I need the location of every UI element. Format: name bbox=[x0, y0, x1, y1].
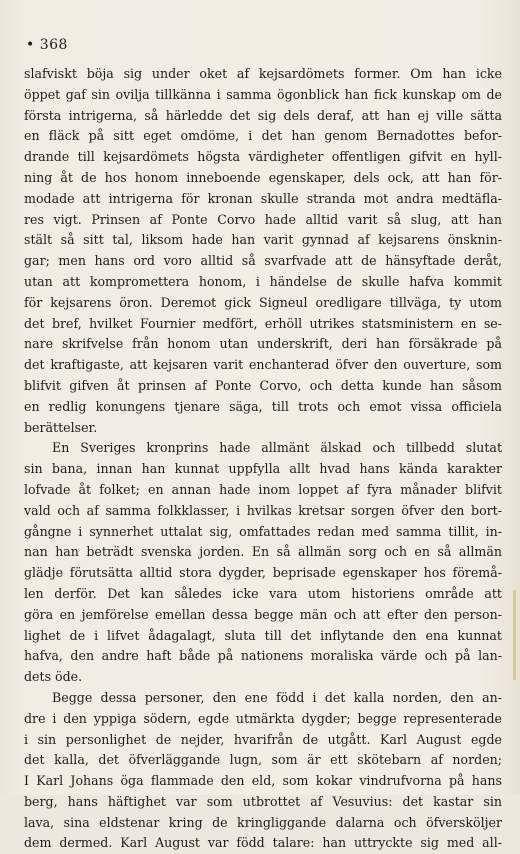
text-line: lava, sina eldstenar kring de kringliggande dalarna och öfversköljer bbox=[24, 814, 502, 830]
text-line: gångne i synnerhet uttalat sig, omfattades redan med samma tillit, in- bbox=[24, 523, 502, 539]
text-line: slafviskt böja sig under oket af kejsardömets former. Om han icke bbox=[24, 66, 502, 81]
paragraph bbox=[24, 438, 502, 688]
text-line: det kalla, det öfverläggande lugn, som är ett skötebarn af norden; bbox=[24, 752, 502, 768]
page-number-value: 368 bbox=[39, 37, 68, 53]
text-line: göra en jemförelse emellan dessa begge män och att efter den person- bbox=[24, 606, 502, 622]
text-line: dets öde. bbox=[24, 669, 83, 685]
text-line: berg, hans häftighet var som utbrottet af Vesuvius: det kastar sin bbox=[24, 793, 502, 809]
text-line: ning åt de hos honom inneboende egenskaper, dels ock, att han för- bbox=[24, 169, 502, 185]
text-line: lofvade åt folket; en annan hade inom loppet af fyra månader blifvit bbox=[24, 481, 502, 497]
text-line: nare skrifvelse från honom utan underskrift, deri han försäkrade på bbox=[24, 336, 502, 352]
text-line: dre i den yppiga södern, egde utmärkta dygder; begge representerade bbox=[24, 710, 502, 726]
text-line: dem dermed. Karl August var född talare: han uttryckte sig med all- bbox=[24, 835, 502, 851]
text-line: i sin personlighet de nejder, hvarifrån de utgått. Karl August egde bbox=[24, 731, 502, 747]
text-line: I Karl Johans öga flammade den eld, som kokar vindrufvorna på hans bbox=[24, 773, 502, 789]
text-line: utan att kompromettera honom, i händelse de skulle hafva kommit bbox=[24, 273, 502, 289]
paragraph bbox=[24, 64, 502, 438]
text-line: len derför. Det kan således icke vara utom historiens område att bbox=[24, 585, 502, 601]
page-edge-stain bbox=[513, 590, 516, 680]
page-marker: • bbox=[26, 37, 35, 53]
text-line: vald och af samma folkklasser, i hvilkas kretsar sorgen öfver den bort- bbox=[24, 502, 502, 518]
text-line: öppet gaf sin ovilja tillkänna i samma ögonblick han fick kunskap om de bbox=[24, 86, 502, 102]
text-line: en redlig konungens tjenare säga, till trots och emot vissa officiela bbox=[24, 398, 502, 414]
text-line: sin bana, innan han kunnat uppfylla allt hvad hans kända karakter bbox=[24, 461, 502, 477]
text-line: hafva, den andre haft både på nationens moraliska värde och på lan- bbox=[24, 648, 502, 664]
text-line: gar; men hans ord voro alltid så svarfvade att de hänsyftade deråt, bbox=[24, 253, 502, 269]
text-line: för kejsarens öron. Deremot gick Signeul oredligare tillväga, ty utom bbox=[24, 294, 502, 310]
text-line: blifvit gifven åt prinsen af Ponte Corvo, och detta kunde han såsom bbox=[24, 377, 502, 393]
text-line: det kraftigaste, att kejsaren varit enchanterad öfver den ouverture, som bbox=[24, 357, 502, 373]
text-line: modade att intrigerna för kronan skulle stranda mot andra medtäfla- bbox=[24, 190, 502, 206]
text-line: En Sveriges kronprins hade allmänt älskad och tillbedd slutat bbox=[52, 440, 502, 456]
body-text bbox=[24, 64, 502, 854]
text-line: Begge dessa personer, den ene född i det kalla norden, den an- bbox=[52, 689, 502, 705]
text-line: res vigt. Prinsen af Ponte Corvo hade alltid varit så slug, att han bbox=[24, 211, 502, 227]
text-line: drande till kejsardömets högsta värdigheter offentligen gifvit en hyll- bbox=[24, 149, 502, 165]
page-number bbox=[26, 37, 68, 53]
text-line: lighet de i lifvet ådagalagt, sluta till det inflytande den ena kunnat bbox=[24, 627, 502, 643]
text-line: det bref, hvilket Fournier medfört, erhöll utrikes statsministern en se- bbox=[24, 315, 502, 331]
text-line: nan han beträdt svenska jorden. En så allmän sorg och en så allmän bbox=[24, 544, 502, 560]
text-line: berättelser. bbox=[24, 419, 98, 435]
text-line: en fläck på sitt eget omdöme, i det han genom Bernadottes befor- bbox=[24, 128, 502, 144]
text-line: stält så sitt tal, liksom hade han varit gynnad af kejsarens önsknin- bbox=[24, 232, 502, 248]
paragraph bbox=[24, 688, 502, 854]
text-line: glädje förutsätta alltid stora dygder, beprisade egenskaper hos föremå- bbox=[24, 565, 502, 581]
text-line: första intrigerna, så härledde det sig dels deraf, att han ej ville sätta bbox=[24, 107, 502, 123]
